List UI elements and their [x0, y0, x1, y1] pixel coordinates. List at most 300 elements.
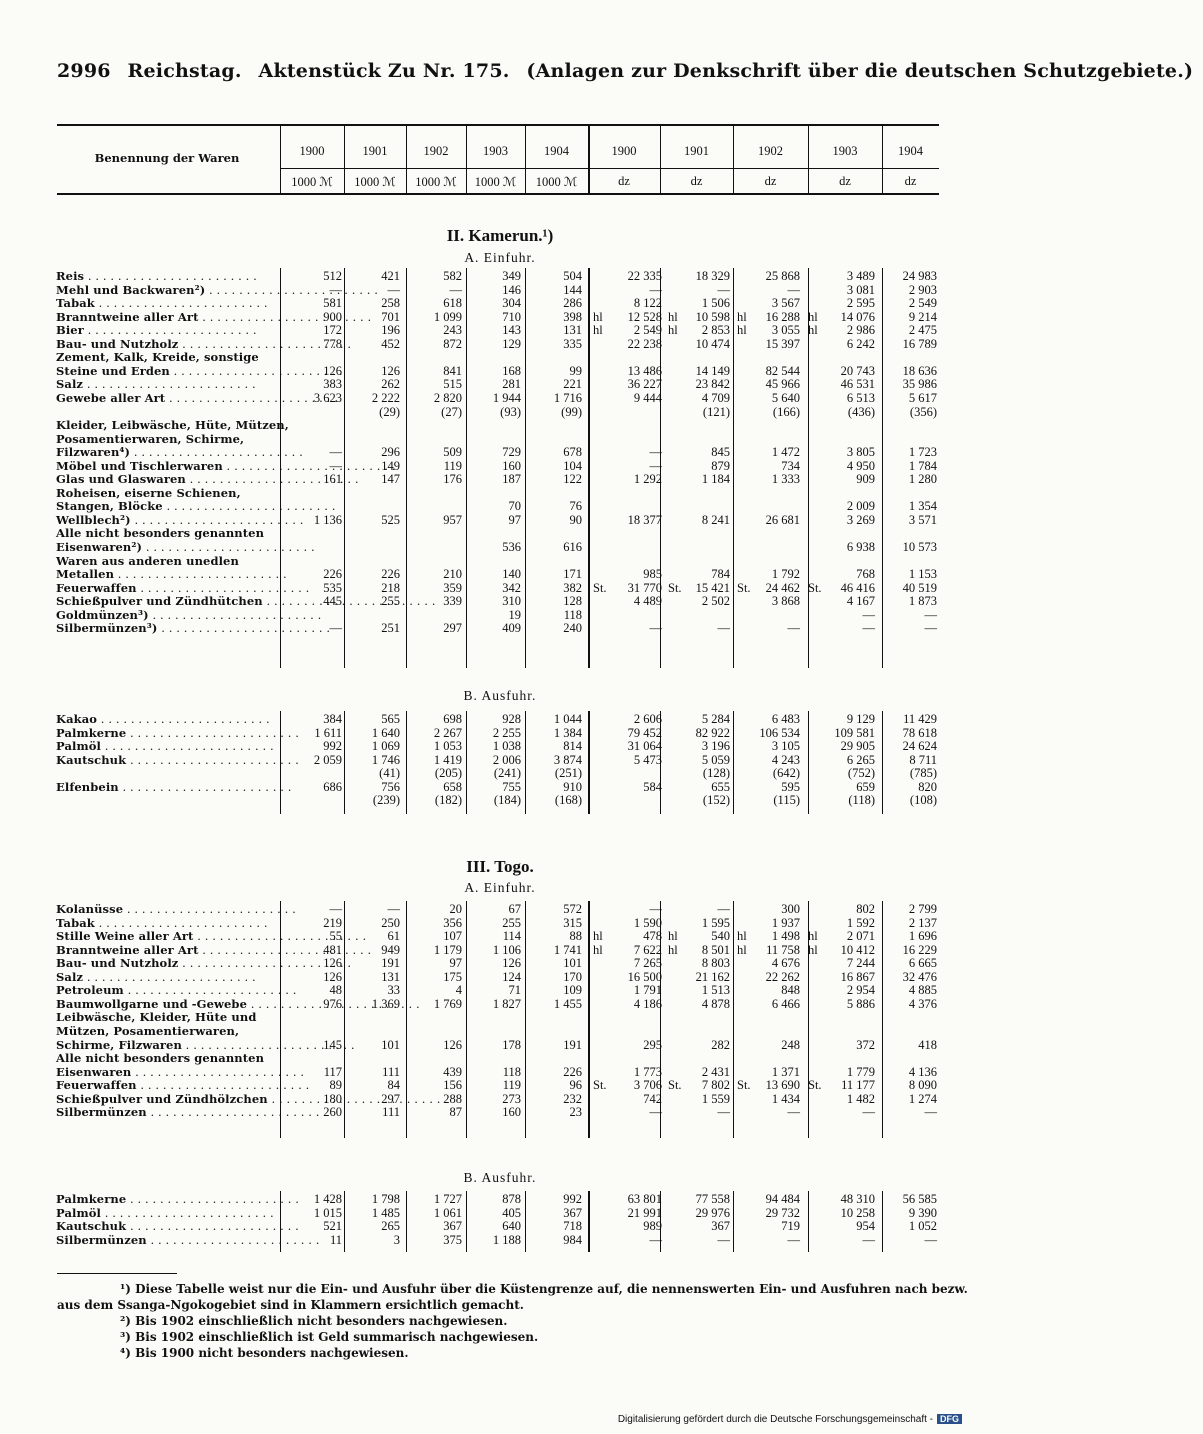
table-row [0, 378, 1000, 391]
table-row [0, 324, 1000, 337]
table-row [0, 1093, 1000, 1106]
value-cell: 878 [502, 1192, 521, 1206]
value-cell: 872 [443, 336, 462, 351]
row-label: Posamentierwaren, Schirme, [56, 431, 245, 446]
value-cell: 97 [508, 512, 521, 527]
value-cell: 536 [502, 540, 521, 554]
quantity-cell: — [649, 902, 662, 916]
value-cell: 1 053 [433, 739, 462, 754]
table-row [0, 754, 1000, 767]
quantity-cell: 16 789 [902, 336, 937, 351]
value-cell: 315 [563, 915, 582, 930]
column-rule [588, 124, 590, 195]
value-cell: (168) [554, 793, 582, 808]
quantity-cell: 1 506 [701, 296, 730, 311]
value-cell: 126 [381, 363, 400, 378]
value-cell: 90 [569, 512, 582, 527]
quantity-cell: 1 354 [908, 499, 937, 514]
value-cell: 97 [449, 956, 462, 971]
value-cell: 957 [443, 512, 462, 527]
unit-prefix: hl [737, 323, 747, 338]
quantity-cell: 6 513 [846, 391, 875, 405]
quantity-cell: 8 711 [909, 752, 937, 767]
table-row [0, 582, 1000, 595]
value-cell: 992 [563, 1192, 582, 1206]
unit-prefix: hl [808, 942, 818, 957]
value-cell: 565 [381, 712, 400, 726]
table-row [0, 487, 1000, 500]
value-cell: 101 [563, 956, 582, 971]
quantity-cell: 13 690 [765, 1078, 800, 1093]
column-rule [280, 124, 281, 195]
quantity-cell: 7 802 [701, 1078, 730, 1093]
quantity-cell: 9 390 [908, 1205, 937, 1220]
quantity-cell: 3 868 [771, 594, 800, 609]
quantity-cell: 21 162 [695, 969, 730, 984]
header-doc: Aktenstück Zu Nr. 175. [258, 60, 510, 82]
value-cell: 1 485 [371, 1205, 400, 1220]
table-row [0, 527, 1000, 540]
quantity-cell: 3 567 [771, 296, 800, 311]
value-cell: 1 384 [553, 725, 582, 740]
value-cell: 23 [569, 1105, 582, 1120]
quantity-cell: 595 [781, 779, 800, 794]
quantity-cell: 8 501 [701, 942, 730, 957]
quantity-cell: 8 803 [701, 956, 730, 971]
value-cell: 339 [443, 594, 462, 609]
quantity-cell: (642) [772, 766, 800, 781]
table-row [0, 297, 1000, 310]
quantity-cell: 2 903 [908, 282, 937, 297]
table-row [0, 930, 1000, 943]
quantity-cell: 1 723 [908, 445, 937, 460]
table-row [0, 1207, 1000, 1220]
quantity-cell: 300 [781, 902, 800, 916]
value-cell: 1 944 [492, 391, 521, 405]
value-cell: 160 [502, 458, 521, 473]
quantity-cell: — [787, 282, 800, 297]
quantity-cell: 31 770 [627, 580, 662, 595]
value-cell: 658 [443, 779, 462, 794]
value-cell: 107 [443, 929, 462, 944]
unit-header-value: 1000 ℳ [415, 175, 457, 189]
value-cell: 1 798 [371, 1192, 400, 1206]
value-cell: 445 [323, 594, 342, 609]
column-rule [660, 124, 661, 195]
quantity-cell: 659 [856, 779, 875, 794]
value-cell: 232 [563, 1091, 582, 1106]
quantity-cell: (128) [702, 766, 730, 781]
unit-prefix: hl [808, 929, 818, 944]
value-cell: 504 [563, 269, 582, 283]
row-label: Salz . . . [56, 378, 266, 391]
value-cell: 1 827 [492, 996, 521, 1011]
quantity-cell: 18 329 [695, 269, 730, 283]
value-cell: 226 [323, 567, 342, 582]
quantity-cell: 1 784 [908, 458, 937, 473]
quantity-cell: — [649, 1232, 662, 1247]
table-row [0, 406, 1000, 419]
row-label: Metallen . . . [56, 568, 266, 581]
row-label: Bier . . . [56, 324, 266, 337]
value-cell: 126 [323, 363, 342, 378]
value-cell: 126 [502, 956, 521, 971]
quantity-cell: — [717, 282, 730, 297]
quantity-cell: 32 476 [902, 969, 937, 984]
unit-prefix: St. [737, 1078, 751, 1093]
quantity-cell: 2 137 [908, 915, 937, 930]
value-cell: 976 [323, 996, 342, 1011]
value-cell: 191 [381, 956, 400, 971]
quantity-cell: 1 472 [771, 445, 800, 460]
value-cell: 335 [563, 336, 582, 351]
value-cell: 1 640 [371, 725, 400, 740]
quantity-cell: 1 482 [846, 1091, 875, 1106]
row-label: Kautschuk . . . [56, 754, 266, 767]
credit-text: Digitalisierung gefördert durch die Deutsche Forschungsgemeinschaft - [617, 1414, 933, 1425]
value-cell: 171 [563, 567, 582, 582]
value-cell: 1 061 [433, 1205, 462, 1220]
value-cell: 342 [502, 580, 521, 595]
kamerun-export-heading: B. Ausfuhr. [463, 688, 537, 703]
quantity-cell: 719 [781, 1219, 800, 1234]
quantity-cell: 4 167 [846, 594, 875, 609]
quantity-cell: 22 262 [765, 969, 800, 984]
quantity-cell: (752) [847, 766, 875, 781]
value-cell: (241) [493, 766, 521, 781]
quantity-cell: 768 [856, 567, 875, 582]
value-cell: 384 [323, 712, 342, 726]
quantity-cell: 77 558 [695, 1192, 730, 1206]
quantity-cell: 63 801 [627, 1192, 662, 1206]
table-row [0, 338, 1000, 351]
table-row [0, 609, 1000, 622]
table-row [0, 917, 1000, 930]
year-header-value-1903: 1903 [483, 144, 508, 158]
quantity-cell: 2 853 [701, 323, 730, 338]
value-cell: 618 [443, 296, 462, 311]
table-row [0, 794, 1000, 807]
value-cell: 1 099 [433, 309, 462, 324]
value-cell: 900 [323, 309, 342, 324]
value-cell: 375 [443, 1232, 462, 1247]
value-cell: 111 [382, 1064, 400, 1079]
value-cell: 1 044 [553, 712, 582, 726]
value-cell: 814 [563, 739, 582, 754]
quantity-cell: (152) [702, 793, 730, 808]
column-rule [882, 124, 883, 195]
table-row [0, 1106, 1000, 1119]
quantity-cell: 584 [643, 779, 662, 794]
table-row [0, 1066, 1000, 1079]
quantity-cell: 9 214 [908, 309, 937, 324]
quantity-cell: 1 773 [633, 1064, 662, 1079]
value-cell: 145 [323, 1037, 342, 1052]
value-cell: (182) [434, 793, 462, 808]
table-row [0, 270, 1000, 283]
value-cell: 304 [502, 296, 521, 311]
unit-prefix: St. [668, 1078, 682, 1093]
value-cell: 187 [502, 472, 521, 487]
row-label: Goldmünzen³) . . . [56, 609, 266, 622]
value-cell: 356 [443, 915, 462, 930]
value-cell: — [387, 902, 400, 916]
value-cell: 616 [563, 540, 582, 554]
value-cell: 119 [502, 1078, 521, 1093]
table-row [0, 1025, 1000, 1038]
value-cell: 297 [443, 621, 462, 636]
value-cell: 1 611 [314, 725, 342, 740]
value-cell: 1 769 [433, 996, 462, 1011]
quantity-cell: 22 238 [627, 336, 662, 351]
quantity-cell: 13 486 [627, 363, 662, 378]
value-cell: 296 [381, 445, 400, 460]
header-subject: (Anlagen zur Denkschrift über die deutschen Schutzgebiete.) [526, 60, 1194, 82]
value-cell: 144 [563, 282, 582, 297]
value-cell: (205) [434, 766, 462, 781]
table-row [0, 1011, 1000, 1024]
quantity-cell: 2 606 [633, 712, 662, 726]
value-cell: 71 [508, 983, 521, 998]
quantity-cell: (121) [702, 404, 730, 419]
table-row [0, 460, 1000, 473]
quantity-cell: 5 640 [771, 391, 800, 405]
table-row [0, 500, 1000, 513]
value-cell: 170 [563, 969, 582, 984]
table-row [0, 713, 1000, 726]
table-row [0, 446, 1000, 459]
row-label: Alle nicht besonders genannten [56, 526, 265, 541]
value-cell: 359 [443, 580, 462, 595]
value-cell: 251 [381, 621, 400, 636]
quantity-cell: 4 243 [771, 752, 800, 767]
value-cell: (41) [379, 766, 400, 781]
value-cell: 221 [563, 377, 582, 392]
quantity-cell: 1 779 [846, 1064, 875, 1079]
unit-header-qty: dz [618, 174, 630, 188]
value-cell: 984 [563, 1232, 582, 1247]
value-cell: 196 [381, 323, 400, 338]
value-cell: 131 [563, 323, 582, 338]
value-cell: 2 820 [433, 391, 462, 405]
quantity-cell: 3 489 [846, 269, 875, 283]
value-cell: 2 006 [492, 752, 521, 767]
table-row [0, 419, 1000, 432]
value-cell: 756 [381, 779, 400, 794]
year-header-qty-1900: 1900 [611, 144, 637, 158]
quantity-cell: 295 [643, 1037, 662, 1052]
row-label: Petroleum . . . [56, 984, 266, 997]
quantity-cell: 742 [643, 1091, 662, 1106]
unit-header-qty: dz [904, 174, 917, 188]
quantity-cell: 3 081 [846, 282, 875, 297]
quantity-cell: 1 052 [908, 1219, 937, 1234]
value-cell: 118 [502, 1064, 521, 1079]
value-cell: 255 [502, 915, 521, 930]
quantity-cell: 82 544 [765, 363, 800, 378]
column-rule [525, 124, 526, 195]
quantity-cell: 478 [643, 929, 662, 944]
value-cell: 382 [563, 580, 582, 595]
quantity-cell: 2 475 [908, 323, 937, 338]
quantity-cell: — [787, 1232, 800, 1247]
table-row [0, 957, 1000, 970]
quantity-cell: (356) [909, 404, 937, 419]
value-cell: 176 [443, 472, 462, 487]
footnote-1-cont: aus dem Ssanga-Ngokogebiet sind in Klammern ersichtlich gemacht. [57, 1298, 524, 1312]
value-cell: 398 [563, 309, 582, 324]
quantity-cell: 29 905 [840, 739, 875, 754]
table-row [0, 984, 1000, 997]
row-label: Steine und Erden . . . [56, 365, 266, 378]
quantity-cell: 3 805 [846, 445, 875, 460]
value-cell: 20 [449, 902, 462, 916]
row-label: Reis . . . [56, 270, 266, 283]
row-label: Bau- und Nutzholz . . . [56, 338, 266, 351]
quantity-cell: 22 335 [627, 269, 662, 283]
value-cell: — [329, 445, 342, 460]
value-cell: 928 [502, 712, 521, 726]
quantity-cell: — [649, 621, 662, 636]
row-label: Kolanüsse . . . [56, 903, 266, 916]
togo-import-heading: A. Einfuhr. [464, 880, 536, 895]
value-cell: 126 [323, 956, 342, 971]
unit-prefix: St. [593, 580, 607, 595]
value-cell: 1 069 [371, 739, 400, 754]
quantity-cell: 2 431 [701, 1064, 730, 1079]
value-cell: 262 [381, 377, 400, 392]
value-cell: 1 716 [553, 391, 582, 405]
value-cell: 101 [381, 1037, 400, 1052]
value-cell: 226 [381, 567, 400, 582]
row-label: Roheisen, eiserne Schienen, [56, 485, 241, 500]
quantity-cell: 16 229 [902, 942, 937, 957]
quantity-cell: 11 177 [841, 1078, 875, 1093]
value-cell: 718 [563, 1219, 582, 1234]
value-cell: 1 136 [313, 512, 342, 527]
value-cell: 1 428 [313, 1192, 342, 1206]
row-label: Elfenbein . . . [56, 781, 266, 794]
column-rule [733, 124, 734, 195]
row-label: Palmöl . . . [56, 740, 266, 753]
table-row [0, 555, 1000, 568]
section-title-togo: III. Togo. [466, 857, 534, 876]
quantity-cell: 989 [643, 1219, 662, 1234]
row-label: Palmkerne . . . [56, 1193, 266, 1206]
table-row [0, 1220, 1000, 1233]
quantity-cell: 1 274 [908, 1091, 937, 1106]
row-label: Möbel und Tischlerwaren . . . [56, 460, 266, 473]
quantity-cell: 845 [711, 445, 730, 460]
value-cell: 3 [393, 1232, 400, 1247]
unit-header-value: 1000 ℳ [535, 175, 578, 189]
table-row [0, 1079, 1000, 1092]
togo-export-heading: B. Ausfuhr. [463, 1170, 537, 1185]
value-cell: 572 [563, 902, 582, 916]
quantity-cell: 18 636 [902, 363, 937, 378]
quantity-cell: 1 371 [771, 1064, 800, 1079]
column-rule [406, 124, 407, 195]
value-cell: 19 [508, 607, 521, 622]
value-cell: 99 [569, 363, 582, 378]
year-header-value-1904: 1904 [544, 144, 569, 158]
value-cell: 250 [381, 915, 400, 930]
dfg-logo: DFG [937, 1414, 962, 1424]
quantity-cell: — [862, 1232, 875, 1247]
quantity-cell: 1 791 [633, 983, 662, 998]
value-cell: 118 [563, 607, 582, 622]
value-cell: 156 [443, 1078, 462, 1093]
table-row [0, 365, 1000, 378]
value-cell: 70 [508, 499, 521, 514]
row-label: Glas und Glaswaren . . . [56, 473, 266, 486]
unit-prefix: St. [737, 580, 751, 595]
quantity-cell: 36 227 [627, 377, 662, 392]
value-cell: 2 255 [492, 725, 521, 740]
quantity-cell: 1 937 [771, 915, 800, 930]
value-cell: 111 [382, 1105, 400, 1120]
quantity-cell: 540 [711, 929, 730, 944]
quantity-cell: — [862, 621, 875, 636]
value-cell: 61 [387, 929, 400, 944]
table-row [0, 392, 1000, 405]
quantity-cell: 2 549 [908, 296, 937, 311]
table-top-rule [57, 124, 939, 126]
table-row [0, 514, 1000, 527]
value-cell: 281 [502, 377, 521, 392]
value-cell: 114 [502, 929, 521, 944]
row-label: Schießpulver und Zündhütchen . . . [56, 595, 266, 608]
column-rule [466, 124, 467, 195]
row-label: Tabak . . . [56, 297, 266, 310]
quantity-cell: 82 922 [695, 725, 730, 740]
table-row [0, 1234, 1000, 1247]
quantity-cell: 5 617 [908, 391, 937, 405]
unit-header-value: 1000 ℳ [291, 175, 333, 189]
quantity-cell: 8 241 [701, 512, 730, 527]
unit-prefix: hl [593, 942, 603, 957]
footnote-1: ¹) Diese Tabelle weist nur die Ein- und Ausfuhr über die Küstengrenze auf, die nennenswerten Ein- und Ausfuhren nach bezw. [120, 1282, 968, 1296]
row-label: Silbermünzen . . . [56, 1234, 266, 1247]
value-cell: 383 [323, 377, 342, 392]
unit-prefix: hl [808, 309, 818, 324]
footnote-4: ⁴) Bis 1900 nicht besonders nachgewiesen. [120, 1346, 409, 1360]
value-cell: 273 [502, 1091, 521, 1106]
quantity-cell: 94 484 [765, 1192, 800, 1206]
value-cell: — [449, 282, 462, 297]
value-cell: 143 [502, 323, 521, 338]
quantity-cell: 1 792 [771, 567, 800, 582]
row-label: Salz . . . [56, 971, 266, 984]
value-cell: 168 [502, 363, 521, 378]
value-cell: 258 [381, 296, 400, 311]
value-cell: 992 [323, 739, 342, 754]
value-cell: 243 [443, 323, 462, 338]
value-cell: 509 [443, 445, 462, 460]
value-cell: 2 267 [433, 725, 462, 740]
value-cell: 1 179 [433, 942, 462, 957]
quantity-cell: 9 444 [633, 391, 662, 405]
quantity-cell: 4 676 [771, 956, 800, 971]
quantity-cell: 879 [711, 458, 730, 473]
quantity-cell: 802 [856, 902, 875, 916]
quantity-cell: (115) [773, 793, 800, 808]
value-cell: — [329, 902, 342, 916]
value-cell: 126 [443, 1037, 462, 1052]
table-row [0, 1193, 1000, 1206]
footnote-rule [57, 1273, 177, 1274]
quantity-cell: 2 009 [846, 499, 875, 514]
